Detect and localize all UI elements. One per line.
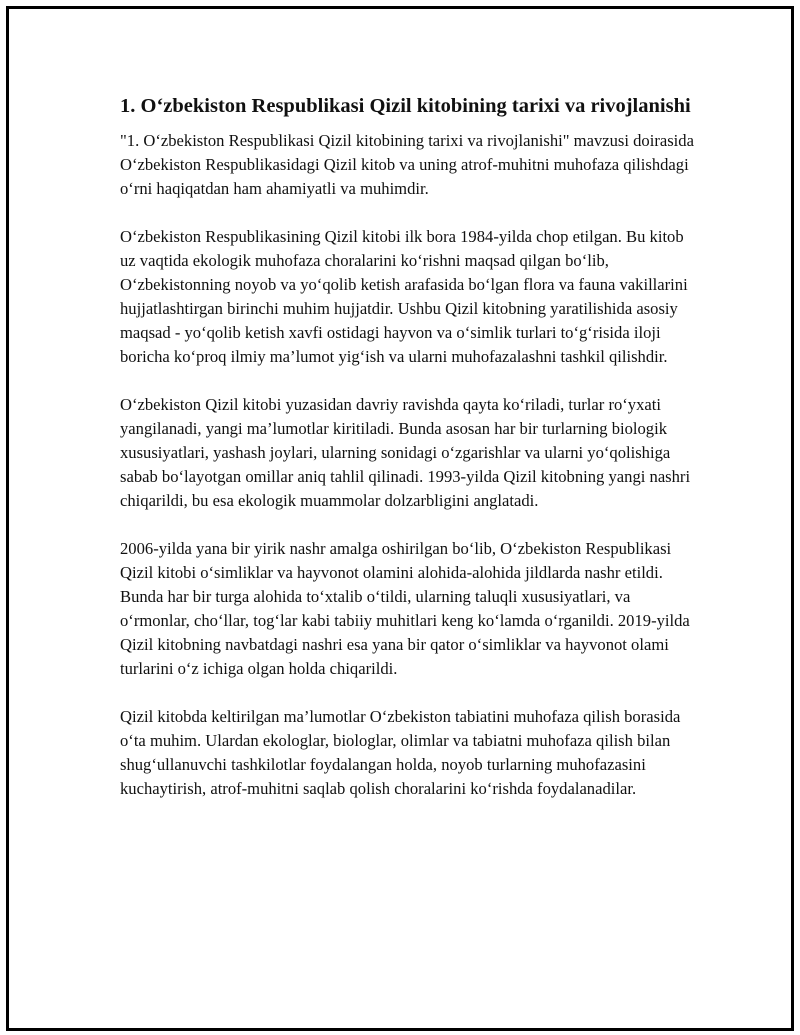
document-page <box>6 6 794 1031</box>
paragraph-intro: "1. O‘zbekiston Respublikasi Qizil kitobining tarixi va rivojlanishi" mavzusi doirasida O‘zbekiston Respublikasidagi Qizil kitob va uning atrof-muhitni muhofaza qilishdagi o‘rni haqiqatdan ham ahamiyatli va muhimdir. <box>120 131 694 198</box>
document-body <box>120 93 695 825</box>
paragraph-2006-edition: 2006-yilda yana bir yirik nashr amalga oshirilgan bo‘lib, O‘zbekiston Respublikasi Qizil kitobi o‘simliklar va hayvonot olamini alohida-alohida jildlarda nashr etildi. Bunda har bir turga alohida to‘xtalib o‘tildi, ularning taluqli xususiyatlari, va o‘rmonlar, cho‘llar, tog‘lar kabi tabiiy muhitlari keng ko‘lamda o‘rganildi. 2019-yilda Qizil kitobning navbatdagi nashri esa yana bir qator o‘simliklar va hayvonot olami turlarini o‘z ichiga olgan holda chiqarildi. <box>120 539 690 678</box>
paragraph-revisions: O‘zbekiston Qizil kitobi yuzasidan davriy ravishda qayta ko‘riladi, turlar ro‘yxati yangilanadi, yangi ma’lumotlar kiritiladi. Bunda asosan har bir turlarning biologik xususiyatlari, yashash joylari, ularning sonidagi o‘zgarishlar va ularni yo‘qolishiga sabab bo‘layotgan omillar aniq tahlil qilinadi. 1993-yilda Qizil kitobning yangi nashri chiqarildi, bu esa ekologik muammolar dolzarbligini anglatadi. <box>120 395 691 510</box>
paragraph-significance: Qizil kitobda keltirilgan ma’lumotlar O‘zbekiston tabiatini muhofaza qilish borasida o‘ta muhim. Ulardan ekologlar, biologlar, olimlar va tabiatni muhofaza qilish bilan shug‘ullanuvchi tashkilotlar foydalangan holda, noyob turlarning muhofazasini kuchaytirish, atrof-muhitni saqlab qolish choralarini ko‘rishda foydalanadilar. <box>120 707 681 798</box>
section-heading: 1. O‘zbekiston Respublikasi Qizil kitobining tarixi va rivojlanishi <box>120 95 691 117</box>
paragraph-first-edition: O‘zbekiston Respublikasining Qizil kitobi ilk bora 1984-yilda chop etilgan. Bu kitob uz vaqtida ekologik muhofaza choralarini ko‘rishni maqsad qilgan bo‘lib, O‘zbekistonning noyob va yo‘qolib ketish arafasida bo‘lgan flora va fauna vakillarini hujjatlashtirgan birinchi muhim hujjatdir. Ushbu Qizil kitobning yaratilishida asosiy maqsad - yo‘qolib ketish xavfi ostidagi hayvon va o‘simlik turlari to‘g‘risida iloji boricha ko‘proq ilmiy ma’lumot yig‘ish va ularni muhofazalashni tashkil qilishdir. <box>120 227 688 366</box>
